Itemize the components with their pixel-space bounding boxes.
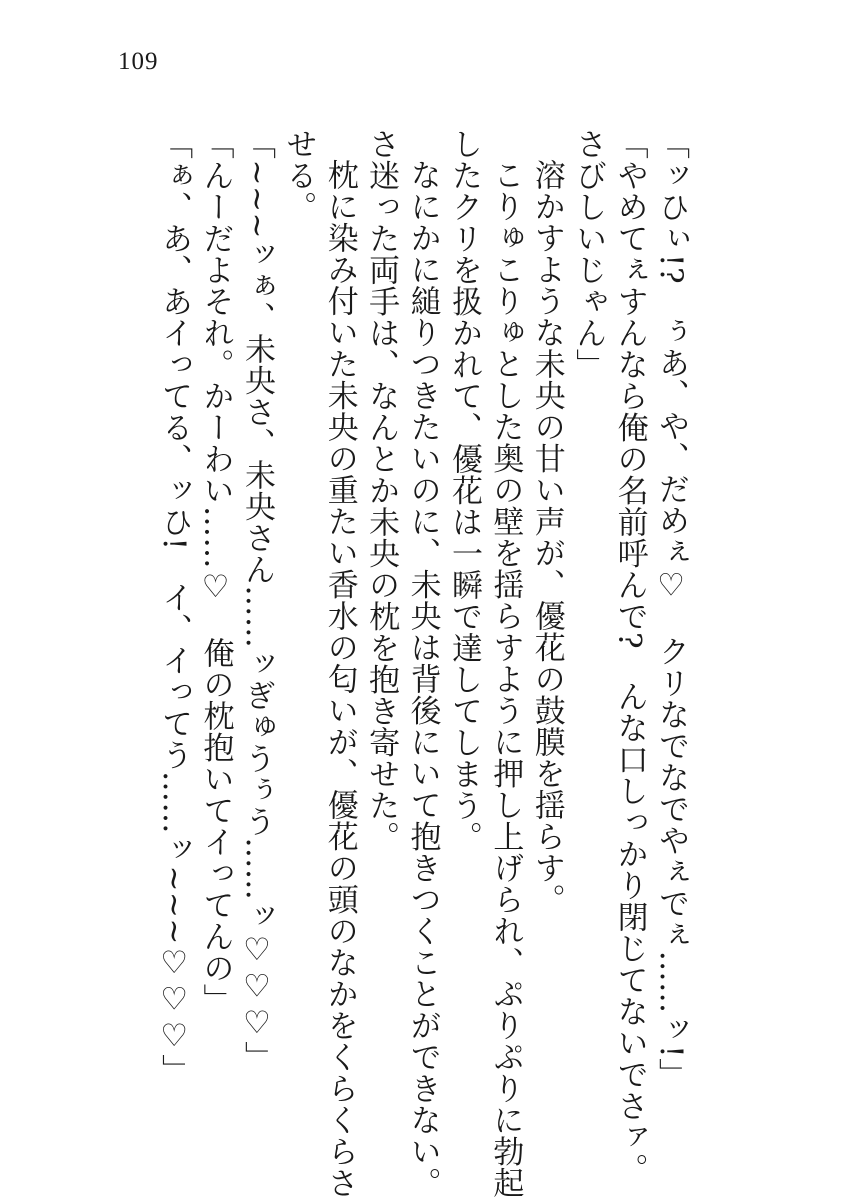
text-line: 枕に染み付いた未央の重たい香水の匂いが、優花の頭のなかをくらくらさ (321, 159, 358, 1199)
text-line: せる。 (280, 128, 317, 223)
text-line: さびしいじゃん」 (570, 128, 607, 380)
text-line: こりゅこりゅとした奥の壁を揺らすように押し上げられ、ぷりぷりに勃起 (487, 159, 524, 1199)
text-line: 「ぁ、あ、あイってる、ッひ! イ、イってう……ッ~~~♡♡♡」 (156, 128, 193, 1086)
text-line: なにかに縋りつきたいのに、未央は背後にいて抱きつくことができない。 (404, 159, 441, 1199)
vertical-text-body (153, 128, 691, 1199)
text-line: したクリを扱かれて、優花は一瞬で達してしまう。 (445, 128, 482, 853)
text-line: 「~~~ッぁ、未央さ、未央さん……ッぎゅうぅう……ッ♡♡♡」 (238, 128, 275, 1073)
text-line: 「ッひぃ!? ぅあ、や、だめぇ♡ クリなでなでやぇでぇ……ッ!」 (653, 128, 689, 1090)
text-line: さ迷った両手は、なんとか未央の枕を抱き寄せた。 (363, 128, 400, 853)
text-line: 溶かすような未央の甘い声が、優花の鼓膜を揺らす。 (528, 159, 565, 915)
text-line: 「んーだよそれ。かーわい……♡ 俺の枕抱いてイってんの」 (197, 128, 234, 1015)
page-number: 109 (118, 48, 159, 75)
text-line: 「やめてぇすんなら俺の名前呼んで? んな口しっかり閉じてないでさァ。 (611, 128, 648, 1185)
